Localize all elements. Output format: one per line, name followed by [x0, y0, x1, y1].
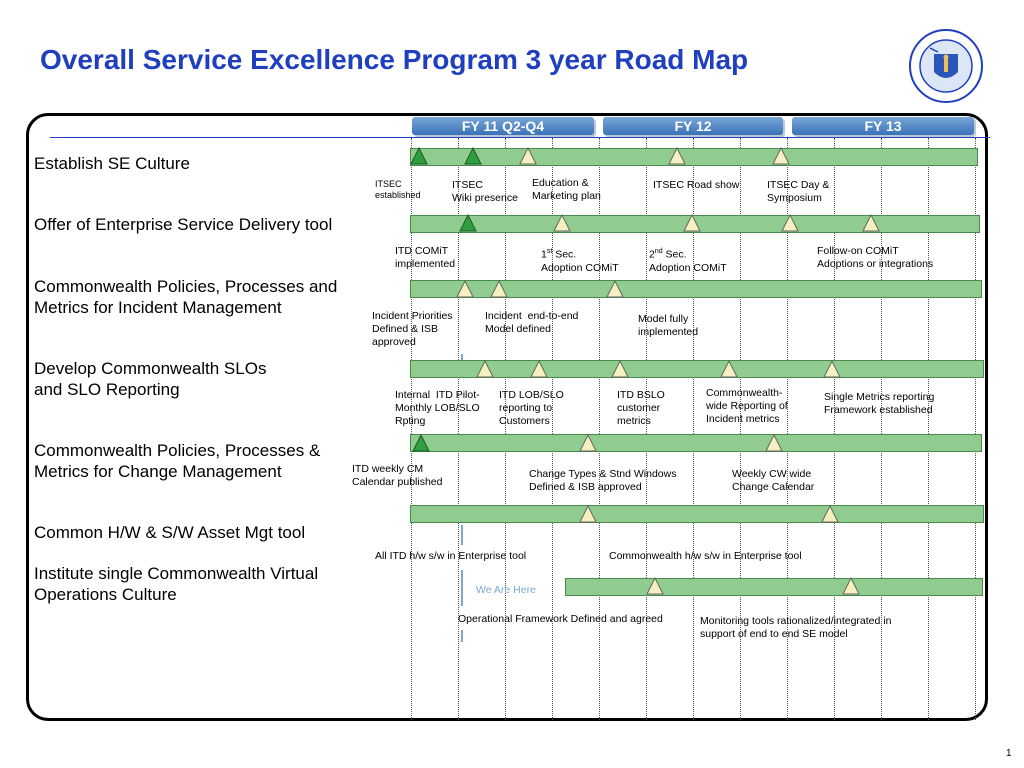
milestone-label: Change Types & Stnd Windows Defined & ISB approved	[529, 468, 677, 493]
header-rule	[50, 137, 990, 138]
milestone-label: 2nd Sec. Adoption COMiT	[649, 248, 727, 274]
we-are-here-label: We Are Here	[476, 584, 536, 596]
milestone-label: Commonwealth h/w s/w in Enterprise tool	[609, 550, 802, 562]
row-label-incident-management: Commonwealth Policies, Processes and Metrics for Incident Management	[34, 277, 338, 317]
timeline-bar	[410, 434, 982, 452]
milestone-label: Weekly CW wide Change Calendar	[732, 468, 815, 493]
milestone-label: Education & Marketing plan	[532, 177, 601, 202]
timeline-bar	[410, 505, 984, 523]
page-title: Overall Service Excellence Program 3 year Road Map	[40, 44, 749, 75]
row-label-service-delivery-tool: Offer of Enterprise Service Delivery tool	[34, 215, 333, 234]
timeline-bar	[565, 578, 983, 596]
we-are-here-marker	[461, 354, 463, 360]
fy12-header: FY 12	[603, 117, 783, 135]
milestone-label: Internal ITD Pilot- Monthly LOB/SLO Rpting	[395, 389, 480, 427]
milestone-label: Monitoring tools rationalized/integrated in support of end to end SE model	[700, 615, 892, 640]
milestone-label: Operational Framework Defined and agreed	[458, 613, 663, 625]
we-are-here-marker	[461, 630, 463, 642]
milestone-label: ITD COMiT implemented	[395, 245, 456, 270]
row-label-asset-mgt-tool: Common H/W & S/W Asset Mgt tool	[34, 523, 306, 542]
we-are-here-marker	[461, 570, 463, 606]
milestone-label: ITSEC Wiki presence	[452, 179, 518, 204]
page-number: 1	[1006, 748, 1012, 759]
milestone-label: ITD weekly CM Calendar published	[352, 463, 443, 488]
timeline-bar	[410, 148, 978, 166]
fy11-header: FY 11 Q2-Q4	[412, 117, 594, 135]
row-label-slo-reporting: Develop Commonwealth SLOs and SLO Reporting	[34, 359, 267, 399]
milestone-label: ITD BSLO customer metrics	[617, 389, 665, 427]
milestone-label: ITSEC established	[375, 179, 421, 200]
we-are-here-marker	[461, 525, 463, 545]
row-label-virtual-operations: Institute single Commonwealth Virtual Operations Culture	[34, 564, 319, 604]
milestone-label: Model fully implemented	[638, 313, 699, 338]
row-label-change-management: Commonwealth Policies, Processes & Metrics for Change Management	[34, 441, 321, 481]
milestone-label: 1st Sec. Adoption COMiT	[541, 248, 619, 274]
timeline-bar	[410, 360, 984, 378]
milestone-label: Commonwealth- wide Reporting of Incident metrics	[706, 387, 788, 425]
massachusetts-seal-icon	[908, 28, 984, 104]
row-label-se-culture: Establish SE Culture	[34, 154, 190, 173]
milestone-label: Follow-on COMiT Adoptions or integrations	[817, 245, 934, 270]
fy13-header: FY 13	[792, 117, 974, 135]
milestone-label: Single Metrics reporting Framework established	[824, 391, 935, 416]
milestone-label: All ITD h/w s/w in Enterprise tool	[375, 550, 527, 562]
milestone-label: Incident Priorities Defined & ISB approved	[372, 310, 453, 348]
milestone-label: ITSEC Day & Symposium	[767, 179, 830, 204]
milestone-label: ITD LOB/SLO reporting to Customers	[499, 389, 564, 427]
milestone-label: ITSEC Road show	[653, 179, 740, 191]
milestone-label: Incident end-to-end Model defined	[485, 310, 579, 335]
